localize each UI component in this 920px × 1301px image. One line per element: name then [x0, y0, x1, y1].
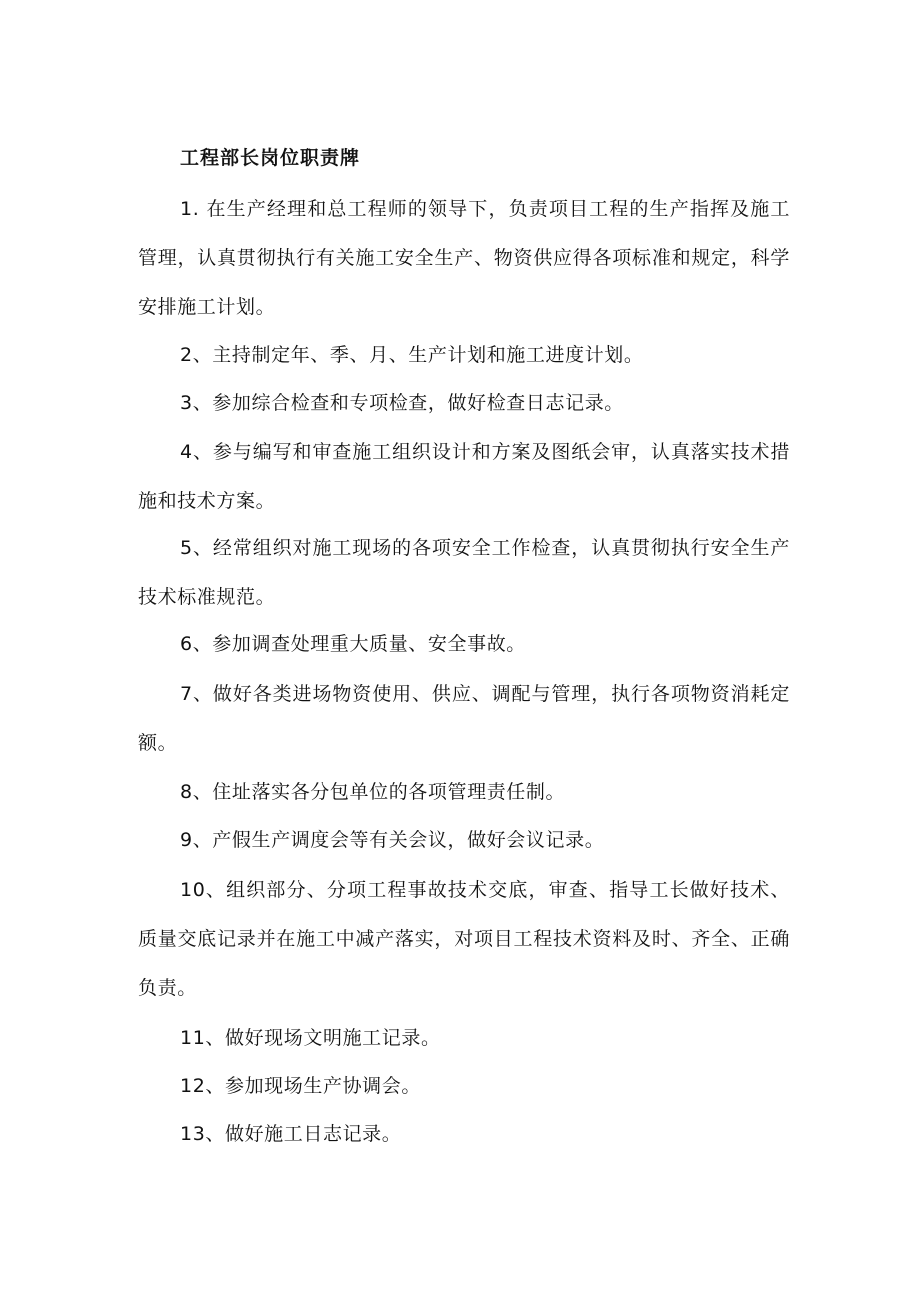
- duty-item-6: 6、参加调查处理重大质量、安全事故。: [180, 633, 526, 655]
- duty-item-1: 1. 在生产经理和总工程师的领导下，负责项目工程的生产指挥及施工管理，认真贯彻执行有关施工安全生产、物资供应得各项标准和规定，科学安排施工计划。: [138, 198, 790, 318]
- duty-item-9: 9、产假生产调度会等有关会议，做好会议记录。: [180, 829, 605, 851]
- duty-item-7: 7、做好各类进场物资使用、供应、调配与管理，执行各项物资消耗定额。: [138, 683, 790, 754]
- duty-item-4: 4、参与编写和审查施工组织设计和方案及图纸会审，认真落实技术措施和技术方案。: [138, 441, 790, 512]
- duty-item-5: 5、经常组织对施工现场的各项安全工作检查，认真贯彻执行安全生产技术标准规范。: [138, 537, 790, 608]
- duty-item-10: 10、组织部分、分项工程事故技术交底，审查、指导工长做好技术、质量交底记录并在施工中减产落实，对项目工程技术资料及时、齐全、正确负责。: [138, 879, 790, 999]
- duty-item-11: 11、做好现场文明施工记录。: [180, 1027, 441, 1049]
- document-title: 工程部长岗位职责牌: [180, 147, 361, 169]
- duty-item-3: 3、参加综合检查和专项检查，做好检查日志记录。: [180, 392, 624, 414]
- duty-item-8: 8、住址落实各分包单位的各项管理责任制。: [180, 781, 566, 803]
- duty-item-12: 12、参加现场生产协调会。: [180, 1075, 421, 1097]
- duty-item-2: 2、主持制定年、季、月、生产计划和施工进度计划。: [180, 344, 644, 366]
- duty-item-13: 13、做好施工日志记录。: [180, 1123, 402, 1145]
